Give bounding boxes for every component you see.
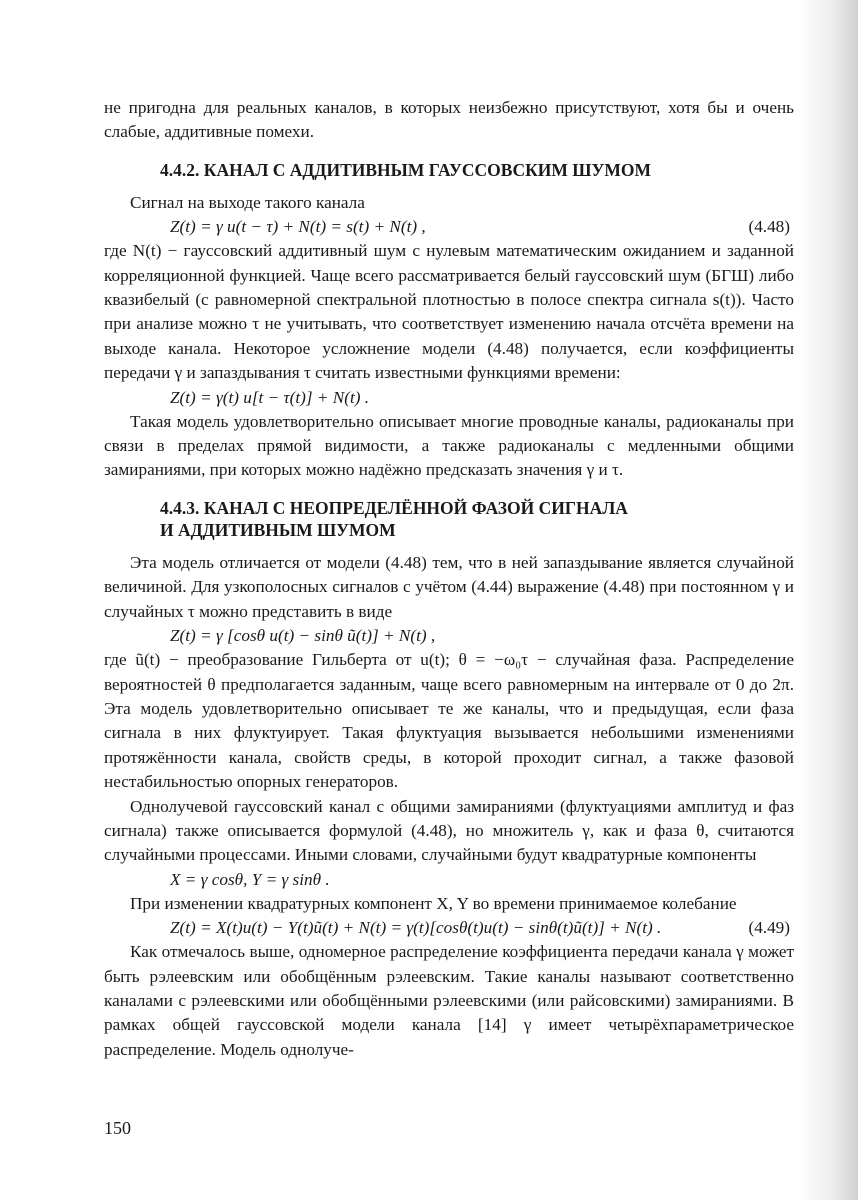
paragraph-443-a: Эта модель отличается от модели (4.48) тем, что в ней запаздывание является случайной величиной. Для узкополосных сигналов с учётом (4.44) выражение (4.48) при постоянном γ и случайных τ можно представить в виде xyxy=(104,552,794,621)
paragraph-443-e: Как отмечалось выше, одномерное распределение коэффициента передачи канала γ может быть рэлеевским или обобщённым рэлеевским. Такие каналы называют соответственно каналами с рэлеевскими или обобщёнными рэлеевскими (или райсовскими) замираниями. В рамках общей гауссовской модели канала [14] γ имеет четырёхпараметрическое распределение. Модель однолуче- xyxy=(104,942,794,1059)
formula-random-phase-expression: Z(t) = γ [cosθ u(t) − sinθ ũ(t)] + N(t) , xyxy=(170,626,436,646)
paragraph-442-c: Такая модель удовлетворительно описывает многие проводные каналы, радиоканалы при связи в пределах прямой видимости, а также радиоканалы с медленными общими замираниями, при которых можно надёжно предсказать значения γ и τ. xyxy=(104,411,794,480)
section-heading-4-4-3 xyxy=(104,497,794,541)
formula-4-48 xyxy=(104,215,794,239)
formula-time-varying-expression: Z(t) = γ(t) u[t − τ(t)] + N(t) . xyxy=(170,387,370,407)
formula-4-48-number: (4.48) xyxy=(748,217,790,237)
formula-4-49-number: (4.49) xyxy=(748,918,790,938)
formula-4-49 xyxy=(104,916,794,940)
page-body xyxy=(104,96,794,1062)
section-heading-4-4-3-line2: И АДДИТИВНЫМ ШУМОМ xyxy=(160,519,396,540)
page-number: 150 xyxy=(104,1118,131,1138)
paragraph-443-d: При изменении квадратурных компонент X, Y во времени принимаемое колебание xyxy=(130,893,737,913)
paragraph-443-b: где ũ(t) − преобразование Гильберта от u(t); θ = −ω₀τ − случайная фаза. Распределение вероятностей θ предполагается заданным, чаще всего равномерным на интервале от 0 до 2π. Эта модель удовлетворительно описывает те же каналы, что и предыдущая, если фаза сигнала в них флуктуирует. Такая флуктуация вызывается небольшими изменениями протяжённости канала, свойств среды, в которой проходит сигнал, а также фазовой нестабильностью опорных генераторов. xyxy=(104,650,794,792)
formula-4-48-expression: Z(t) = γ u(t − τ) + N(t) = s(t) + N(t) , xyxy=(170,217,426,237)
section-heading-4-4-2: 4.4.2. КАНАЛ С АДДИТИВНЫМ ГАУССОВСКИМ ШУМОМ xyxy=(160,159,651,180)
formula-time-varying xyxy=(104,386,794,410)
section-heading-4-4-3-line1: 4.4.3. КАНАЛ С НЕОПРЕДЕЛЁННОЙ ФАЗОЙ СИГНАЛА xyxy=(160,497,628,518)
paragraph-443-c: Однолучевой гауссовский канал с общими замираниями (флуктуациями амплитуд и фаз сигнала) также описывается формулой (4.48), но множитель γ, как и фаза θ, считаются случайными процессами. Иными словами, случайными будут квадратурные компоненты xyxy=(104,796,794,865)
formula-quadrature xyxy=(104,868,794,892)
scan-edge-shadow xyxy=(798,0,858,1200)
formula-random-phase xyxy=(104,624,794,648)
formula-quadrature-expression: X = γ cosθ, Y = γ sinθ . xyxy=(170,869,330,889)
paragraph-442-a: Сигнал на выходе такого канала xyxy=(130,192,365,212)
paragraph-442-b: где N(t) − гауссовский аддитивный шум с нулевым математическим ожиданием и заданной корреляционной функцией. Чаще всего рассматривается белый гауссовский шум (БГШ) либо квазибелый (с равномерной спектральной плотностью в полосе спектра сигнала s(t)). Часто при анализе можно τ не учитывать, что соответствует изменению начала отсчёта времени на выходе канала. Некоторое усложнение модели (4.48) получается, если коэффициенты передачи γ и запаздывания τ считать известными функциями времени: xyxy=(104,241,794,383)
paragraph-intro: не пригодна для реальных каналов, в которых неизбежно присутствуют, хотя бы и очень слабые, аддитивные помехи. xyxy=(104,98,794,142)
formula-4-49-expression: Z(t) = X(t)u(t) − Y(t)ũ(t) + N(t) = γ(t)[cosθ(t)u(t) − sinθ(t)ũ(t)] + N(t) . xyxy=(170,918,662,938)
